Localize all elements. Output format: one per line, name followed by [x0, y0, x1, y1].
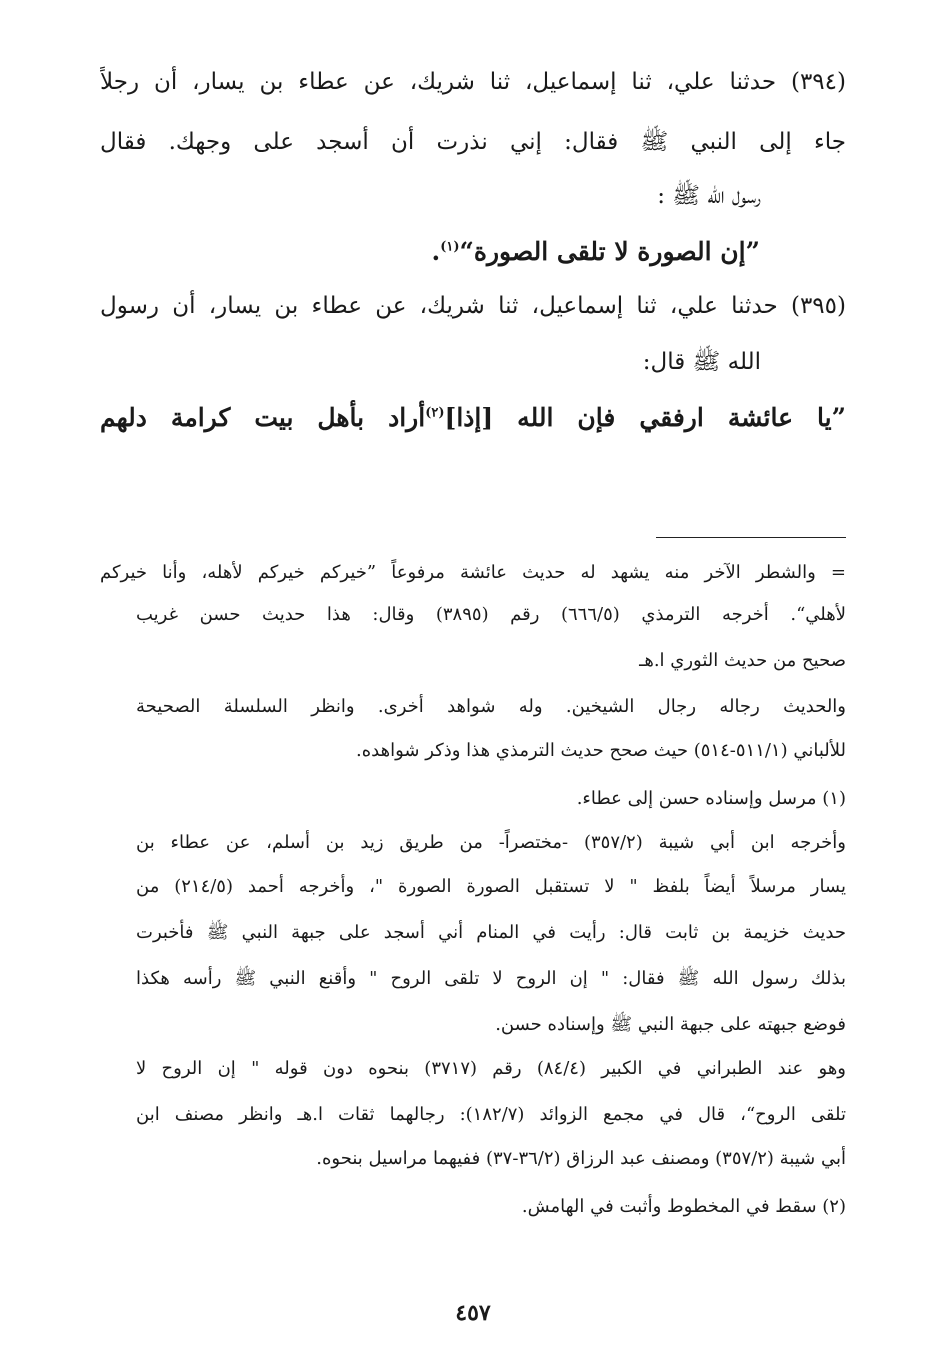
quote-text-start: ”يا عائشة ارفقي فإن الله [إذا] — [444, 403, 846, 432]
page-number: ٤٥٧ — [455, 1300, 491, 1326]
footnote-cont-line-1: = والشطر الآخر منه يشهد له حديث عائشة مرفوعاً ”خيركم خيركم لأهله، وأنا خيركم — [100, 562, 846, 583]
footnote-cont-line-3: صحيح من حديث الثوري ا.هـ — [639, 650, 846, 671]
hadith-395-quote — [100, 396, 846, 440]
footnote-1-line-5: بذلك رسول الله ﷺ فقال: " إن الروح لا تلقى الروح " وأقنع النبي ﷺ رأسه هكذا — [136, 968, 846, 989]
hadith-394-quote — [100, 230, 760, 274]
footnote-1-line-7: وهو عند الطبراني في الكبير (٨٤/٤) رقم (٣٧١٧) بنحوه دون قوله " إن الروح لا — [136, 1058, 846, 1079]
footnote-cont-line-4: والحديث رجاله رجال الشيخين. وله شواهد أخرى. وانظر السلسلة الصحيحة — [136, 696, 846, 717]
quote-text: ”إن الصورة لا تلقى الصورة“ — [459, 237, 760, 266]
footnote-1-line-8: تلقى الروح“، قال في مجمع الزوائد (١٨٢/٧): رجالهما ثقات ا.هـ وانظر مصنف ابن — [136, 1104, 846, 1125]
footnote-1-line-3: يسار مرسلاً أيضاً بلفظ " لا تستقبل الصورة الصورة "، وأخرجه أحمد (٢١٤/٥) من — [136, 876, 846, 897]
footnote-ref-2: (٢) — [425, 405, 445, 421]
hadith-394-line-2: جاء إلى النبي ﷺ فقال: إني نذرت أن أسجد على وجهك. فقال — [100, 129, 846, 155]
footnote-ref-1: (١) — [440, 239, 460, 255]
hadith-395-line-1: (٣٩٥) حدثنا علي، ثنا إسماعيل، ثنا شريك، عن عطاء بن يسار، أن رسول — [100, 293, 846, 319]
footnote-1-line-9: أبي شيبة (٣٥٧/٢) ومصنف عبد الرزاق (٣٦/٢-٣٧) ففيهما مراسيل بنحوه. — [316, 1148, 846, 1169]
hadith-394-line-3: رسول الله ﷺ : — [657, 183, 761, 209]
footnote-1-line-2: وأخرجه ابن أبي شيبة (٣٥٧/٢) -مختصراً- من طريق زيد بن أسلم، عن عطاء بن — [136, 832, 846, 853]
hadith-395-line-2: الله ﷺ قال: — [642, 349, 761, 375]
footnote-1-line-4: حديث خزيمة بن ثابت قال: رأيت في المنام أني أسجد على جبهة النبي ﷺ فأخبرت — [136, 922, 846, 943]
footnote-2-line-1: (٢) سقط في المخطوط وأثبت في الهامش. — [521, 1196, 846, 1217]
hadith-394-line-1: (٣٩٤) حدثنا علي، ثنا إسماعيل، ثنا شريك، عن عطاء بن يسار، أن رجلاً — [100, 69, 846, 95]
footnote-1-line-1: (١) مرسل وإسناده حسن إلى عطاء. — [576, 788, 846, 809]
footnote-cont-line-5: للألباني (٥١١/١-٥١٤) حيث صحح حديث الترمذي هذا وذكر شواهده. — [356, 740, 846, 761]
quote-period: . — [431, 237, 441, 266]
footnote-1-line-6: فوضع جبهته على جبهة النبي ﷺ وإسناده حسن. — [495, 1014, 846, 1035]
quote-text-end: أراد بأهل بيت كرامة دلهم — [100, 403, 426, 432]
footnote-separator — [656, 537, 846, 538]
footnote-cont-line-2: لأهلي“. أخرجه الترمذي (٦٦٦/٥) رقم (٣٨٩٥) وقال: هذا حديث حسن غريب — [136, 604, 846, 625]
